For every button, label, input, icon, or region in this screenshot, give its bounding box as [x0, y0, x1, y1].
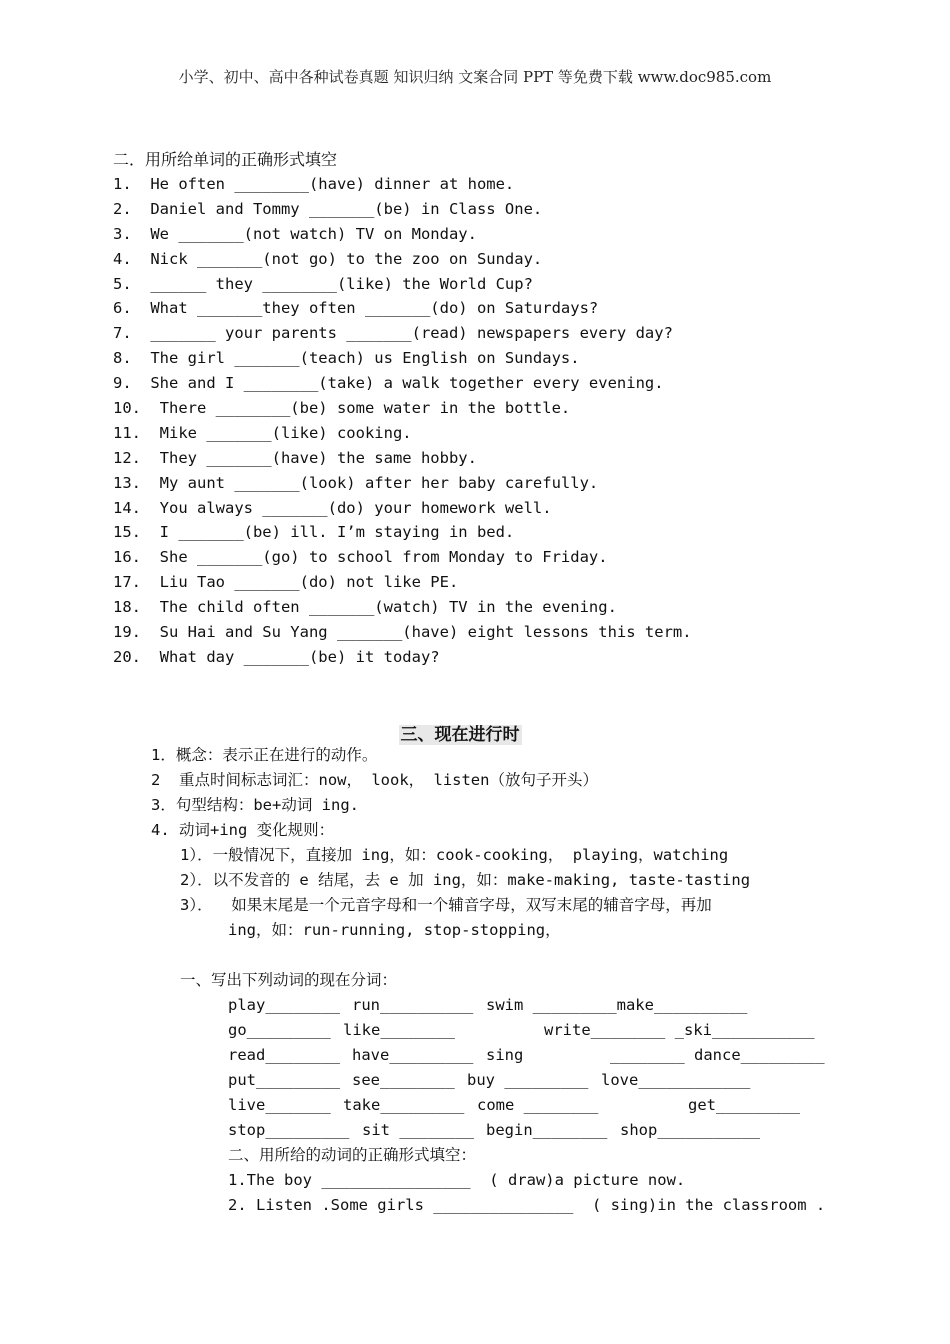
structure-line: 3．句型结构：be+动词 ing. [151, 796, 359, 814]
rule-2: 2）．以不发音的 e 结尾，去 e 加 ing，如：make-making, taste-tasting [180, 871, 751, 889]
verb-blank: stop_________ [228, 1121, 350, 1139]
section-title-text: 三、现在进行时 [400, 725, 520, 745]
exercise-item: 13. My aunt _______(look) after her baby carefully. [113, 473, 599, 492]
verb-blank: see________ [352, 1071, 455, 1089]
verb-blank: buy _________ [467, 1071, 589, 1089]
exercise-item: 8. The girl _______(teach) us English on Sundays. [113, 349, 580, 368]
exercise-item: 19. Su Hai and Su Yang _______(have) eight lessons this term. [113, 623, 692, 642]
rules-line: 4. 动词+ing 变化规则： [151, 821, 335, 839]
exercise-item: 16. She _______(go) to school from Monday to Friday. [113, 548, 608, 567]
verb-blank: take_________ [343, 1096, 465, 1114]
verb-blank: begin________ [486, 1121, 608, 1139]
verb-blank: write________ _ski___________ [544, 1021, 815, 1039]
exercise-item: 5. ______ they ________(like) the World Cup? [113, 274, 533, 293]
verb-blank: shop___________ [620, 1121, 760, 1139]
exercise-item: 17. Liu Tao _______(do) not like PE. [113, 573, 459, 592]
exercise-item: 20. What day _______(be) it today? [113, 647, 440, 666]
time-words-line: 2 重点时间标志词汇：now， look， listen（放句子开头） [151, 771, 598, 789]
verb-blank: go_________ [228, 1021, 331, 1039]
verb-blank: sit ________ [362, 1121, 474, 1139]
exercise-item: 9. She and I ________(take) a walk together every evening. [113, 374, 664, 393]
verb-blank: come ________ [477, 1096, 599, 1114]
page-header: 小学、初中、高中各种试卷真题 知识归纳 文案合同 PPT 等免费下载 www.doc985.com [178, 68, 772, 86]
exercise-item: 3. We _______(not watch) TV on Monday. [113, 224, 477, 243]
verb-blank: ________ dance_________ [610, 1046, 825, 1064]
exercise-list [113, 172, 692, 670]
verb-blank: love____________ [601, 1071, 751, 1089]
exercise2-title: 二、用所给的动词的正确形式填空： [228, 1146, 477, 1164]
verb-blank: read________ [228, 1046, 340, 1064]
exercise-item: 1. He often ________(have) dinner at home. [113, 175, 515, 193]
exercise-item: 7. _______ your parents _______(read) newspapers every day? [113, 324, 673, 343]
exercise-item: 2. Daniel and Tommy _______(be) in Class One. [113, 199, 543, 218]
verb-blank: sing [486, 1046, 524, 1064]
rule-1: 1）．一般情况下，直接加 ing，如：cook-cooking， playing，watching [180, 846, 729, 864]
verb-blank: play________ [228, 996, 340, 1014]
exercise-item: 18. The child often _______(watch) TV in the evening. [113, 598, 617, 617]
exercise-item: 6. What _______they often _______(do) on Saturdays? [113, 299, 599, 318]
verb-blank: get_________ [688, 1096, 800, 1114]
exercise-item: 11. Mike _______(like) cooking. [113, 423, 412, 442]
exercise2-question: 2. Listen .Some girls _______________ ( sing)in the classroom . [228, 1196, 826, 1214]
section-title-fill-in: 二．用所给单词的正确形式填空 [113, 150, 338, 169]
exercise-item: 14. You always _______(do) your homework well. [113, 498, 552, 517]
exercise-item: 4. Nick _______(not go) to the zoo on Sunday. [113, 249, 543, 268]
exercise-item: 15. I _______(be) ill. I’m staying in bed. [113, 523, 515, 542]
verb-blank: like________ [343, 1021, 455, 1039]
exercise-item: 10. There ________(be) some water in the bottle. [113, 399, 571, 418]
rule-3: 3）． 如果末尾是一个元音字母和一个辅音字母，双写末尾的辅音字母，再加 [180, 896, 712, 914]
verb-blank: have_________ [352, 1046, 474, 1064]
verb-blank: run__________ [352, 996, 474, 1014]
verb-blank: put_________ [228, 1071, 340, 1089]
exercise-item: 12. They _______(have) the same hobby. [113, 448, 477, 467]
section-title-present-continuous [0, 720, 920, 745]
verb-blank: swim _________make__________ [486, 996, 748, 1014]
exercise1-title: 一、写出下列动词的现在分词： [180, 971, 398, 989]
exercise2-question: 1.The boy ________________ ( draw)a picture now. [228, 1171, 686, 1189]
verb-blank: live_______ [228, 1096, 331, 1114]
rule-3-cont: ing，如：run-running, stop-stopping， [228, 921, 561, 939]
concept-line: 1．概念：表示正在进行的动作。 [151, 746, 378, 764]
